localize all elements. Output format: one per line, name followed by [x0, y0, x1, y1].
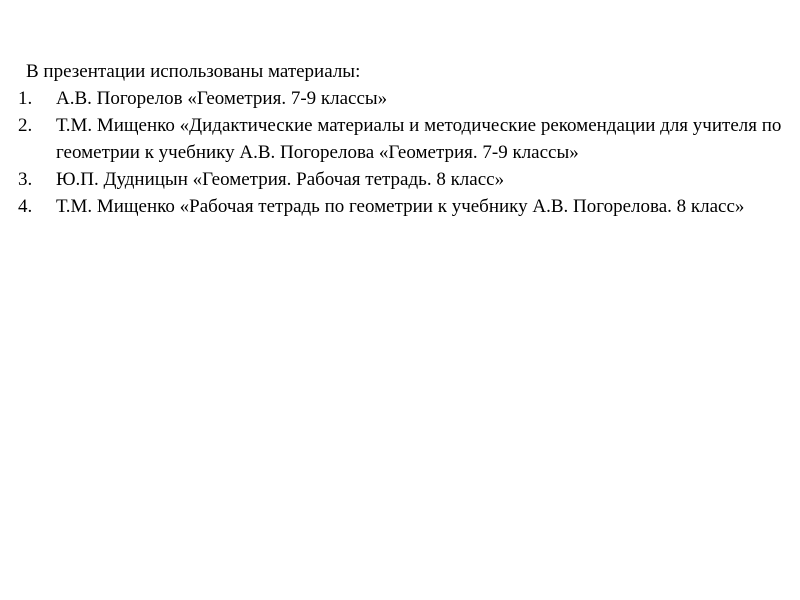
reference-text: А.В. Погорелов «Геометрия. 7-9 классы»: [56, 88, 388, 109]
reference-text: Ю.П. Дудницын «Геометрия. Рабочая тетрадь. 8 класс»: [56, 169, 505, 190]
reference-number: 1.: [18, 88, 33, 109]
intro-text: В презентации использованы материалы:: [26, 61, 361, 82]
reference-text: Т.М. Мищенко «Дидактические материалы и методические рекомендации для учителя по геометрии к учебнику А.В. Погорелова «Геометрия. 7-9 классы»: [56, 115, 782, 163]
reference-list: [18, 85, 788, 220]
reference-number: 3.: [18, 169, 33, 190]
reference-item: [18, 85, 788, 112]
reference-text: Т.М. Мищенко «Рабочая тетрадь по геометрии к учебнику А.В. Погорелова. 8 класс»: [56, 196, 745, 217]
references-block: [18, 58, 788, 220]
reference-item: [18, 112, 788, 166]
reference-item: [18, 193, 788, 220]
reference-number: 4.: [18, 196, 33, 217]
reference-number: 2.: [18, 115, 33, 136]
reference-item: [18, 166, 788, 193]
